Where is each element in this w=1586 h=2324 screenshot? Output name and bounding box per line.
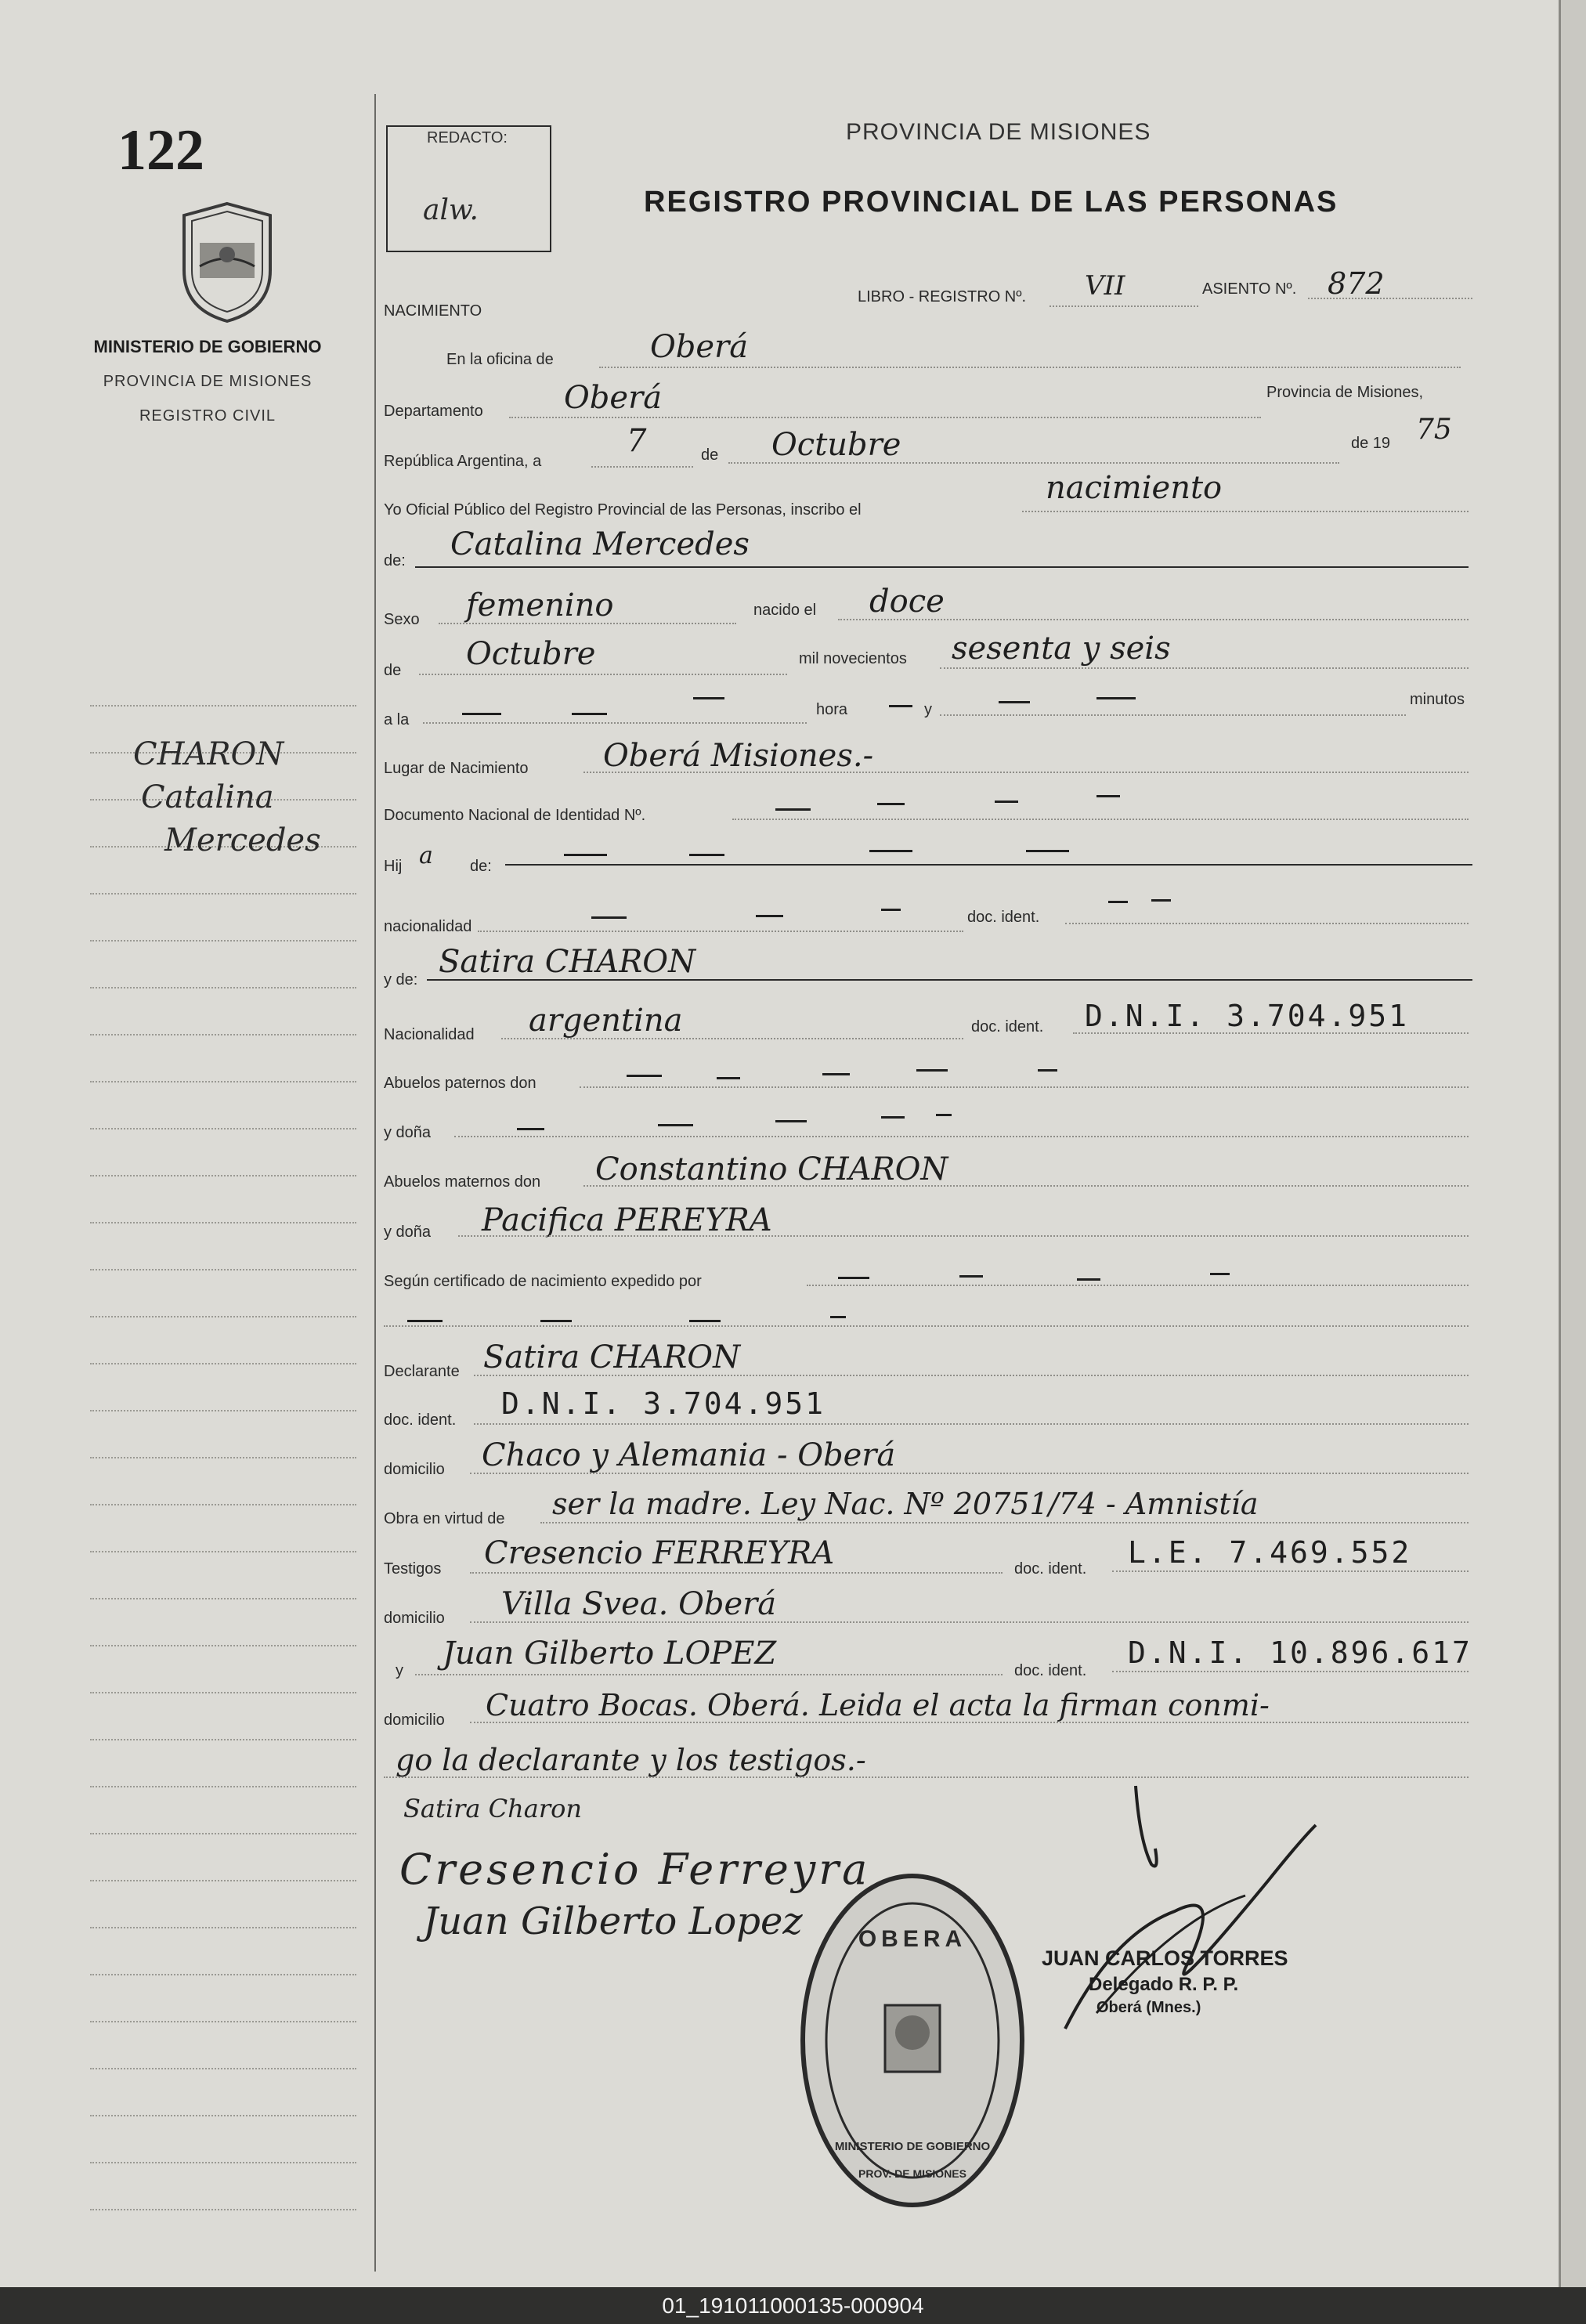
declarante-label: Declarante <box>384 1363 460 1380</box>
domicilio-label-2: domicilio <box>384 1610 445 1627</box>
ministerio-heading: MINISTERIO DE GOBIERNO <box>93 337 322 356</box>
de-label: de <box>701 446 719 464</box>
testigo2-value: Juan Gilberto LOPEZ <box>443 1635 777 1672</box>
provincia-misiones-label: Provincia de Misiones, <box>1266 384 1424 401</box>
libro-label: LIBRO - REGISTRO Nº. <box>858 288 1027 305</box>
declarante-value: Satira CHARON <box>483 1339 741 1375</box>
nacido-mes-value: Octubre <box>466 636 596 672</box>
republica-label: República Argentina, a <box>384 453 542 470</box>
obra-label: Obra en virtud de <box>384 1510 505 1527</box>
sexo-value: femenino <box>466 587 614 623</box>
abuelo-materno-value: Constantino CHARON <box>595 1151 948 1187</box>
y-label-2: y <box>396 1662 403 1679</box>
de-colon-label-2: de: <box>470 858 492 875</box>
lugar-nacimiento-label: Lugar de Nacimiento <box>384 760 529 777</box>
doc-ident-label-2: doc. ident. <box>971 1018 1044 1035</box>
signature-juan-gilberto-lopez: Juan Gilberto Lopez <box>423 1899 803 1943</box>
margin-note-surname: CHARON <box>133 736 284 772</box>
departamento-value: Oberá <box>564 380 663 416</box>
oficina-value: Oberá <box>650 329 749 365</box>
provincial-crest-icon <box>176 200 278 325</box>
hij-suffix: a <box>419 842 433 869</box>
de-19-label: de 19 <box>1351 435 1391 452</box>
domicilio-label-3: domicilio <box>384 1711 445 1729</box>
y-dona-label: y doña <box>384 1124 432 1141</box>
testigo1-value: Cresencio FERREYRA <box>484 1535 835 1571</box>
nacionalidad-label-2: Nacionalidad <box>384 1026 475 1043</box>
mes-value: Octubre <box>771 427 901 463</box>
page-number: 122 <box>117 118 204 183</box>
minutos-label: minutos <box>1410 691 1465 708</box>
doc-ident-label: doc. ident. <box>967 909 1040 926</box>
doc-declarante-value: D.N.I. 3.704.951 <box>501 1386 826 1421</box>
svg-text:MINISTERIO DE GOBIERNO: MINISTERIO DE GOBIERNO <box>834 2140 991 2153</box>
libro-value: VII <box>1085 270 1125 302</box>
margin-note-first-name: Catalina <box>141 779 274 815</box>
de-colon-label: de: <box>384 552 406 569</box>
margin-divider <box>374 94 376 2272</box>
abuela-materna-value: Pacifica PEREYRA <box>482 1202 772 1238</box>
registro-title: REGISTRO PROVINCIAL DE LAS PERSONAS <box>644 186 1339 219</box>
signature-satira-charon: Satira Charon <box>403 1794 582 1823</box>
page-edge-shadow <box>1561 0 1586 2287</box>
footer-id: 01_191011000135-000904 <box>662 2293 924 2318</box>
abuelos-paternos-label: Abuelos paternos don <box>384 1075 536 1092</box>
de-label-2: de <box>384 662 402 679</box>
doc-madre-value: D.N.I. 3.704.951 <box>1085 999 1410 1033</box>
nombre-value: Catalina Mercedes <box>450 526 750 562</box>
margin-note-second-name: Mercedes <box>164 822 321 858</box>
testigos-label: Testigos <box>384 1560 442 1578</box>
anio-value: 75 <box>1416 414 1452 446</box>
mil-novecientos-label: mil novecientos <box>799 650 907 667</box>
delegado-place: Oberá (Mnes.) <box>1096 1999 1201 2016</box>
nacido-el-label: nacido el <box>753 602 817 619</box>
yo-oficial-label: Yo Oficial Público del Registro Provincial de las Personas, inscribo el <box>384 501 862 519</box>
nacimiento-label: NACIMIENTO <box>384 302 482 320</box>
svg-text:OBERA: OBERA <box>858 1926 967 1952</box>
dia-value: 7 <box>627 423 647 459</box>
abuelos-maternos-label: Abuelos maternos don <box>384 1173 541 1191</box>
redacto-label: REDACTO: <box>427 129 508 146</box>
scan-footer <box>0 2287 1586 2324</box>
provincia-subheading: PROVINCIA DE MISIONES <box>103 373 313 390</box>
nacido-dia-value: doce <box>869 584 945 620</box>
y-dona-label-2: y doña <box>384 1223 432 1241</box>
segun-certificado-label: Según certificado de nacimiento expedido por <box>384 1273 702 1290</box>
oficial-seal-icon <box>795 1868 1030 2213</box>
hora-label: hora <box>816 701 848 718</box>
provincia-title: PROVINCIA DE MISIONES <box>846 119 1151 145</box>
hij-label: Hij <box>384 858 403 875</box>
doc-testigo2-value: D.N.I. 10.896.617 <box>1128 1635 1472 1670</box>
nacionalidad-label: nacionalidad <box>384 918 472 935</box>
a-la-label: a la <box>384 711 410 728</box>
svg-text:PROV. DE MISIONES: PROV. DE MISIONES <box>858 2167 966 2180</box>
delegado-stamp <box>1042 1946 1288 2017</box>
madre-value: Satira CHARON <box>439 944 696 980</box>
registro-civil-subheading: REGISTRO CIVIL <box>139 407 276 425</box>
obra-value: ser la madre. Ley Nac. Nº 20751/74 - Amnistía <box>552 1487 1259 1521</box>
asiento-label: ASIENTO Nº. <box>1202 280 1297 298</box>
doc-ident-label-4: doc. ident. <box>1014 1560 1087 1578</box>
lugar-value: Oberá Misiones.- <box>603 738 874 774</box>
departamento-label: Departamento <box>384 403 483 420</box>
y-de-label: y de: <box>384 971 418 989</box>
delegado-title: Delegado R. P. P. <box>1089 1974 1239 1995</box>
y-label: y <box>924 701 932 718</box>
delegado-name: JUAN CARLOS TORRES <box>1042 1946 1288 1970</box>
doc-ident-label-3: doc. ident. <box>384 1411 457 1429</box>
inscribo-value: nacimiento <box>1046 470 1223 506</box>
domicilio-label: domicilio <box>384 1461 445 1478</box>
oficina-label: En la oficina de <box>446 351 554 368</box>
domicilio-testigo1-value: Villa Svea. Oberá <box>501 1586 777 1622</box>
domicilio-declarante-value: Chaco y Alemania - Oberá <box>482 1437 896 1473</box>
redacto-initials: alw. <box>423 194 479 226</box>
doc-ident-label-5: doc. ident. <box>1014 1662 1087 1679</box>
documento-label: Documento Nacional de Identidad Nº. <box>384 807 646 824</box>
signature-cresencio-ferreyra: Cresencio Ferreyra <box>399 1845 871 1894</box>
nacido-anio-value: sesenta y seis <box>952 631 1171 667</box>
asiento-value: 872 <box>1328 266 1385 301</box>
sexo-label: Sexo <box>384 611 420 628</box>
continuacion-value: go la declarante y los testigos.- <box>396 1743 866 1777</box>
domicilio-testigo2-value: Cuatro Bocas. Oberá. Leida el acta la firman conmi- <box>486 1688 1270 1722</box>
nacionalidad-madre-value: argentina <box>529 1003 683 1039</box>
doc-testigo1-value: L.E. 7.469.552 <box>1128 1535 1412 1570</box>
